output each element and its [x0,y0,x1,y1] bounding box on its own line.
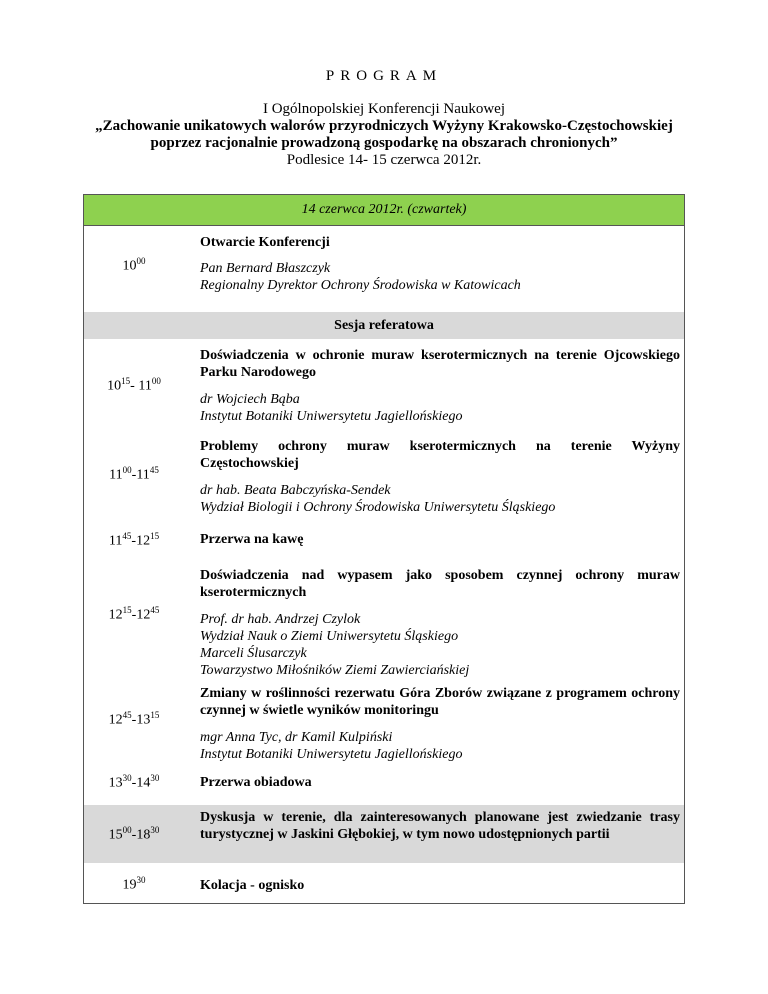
speaker: dr hab. Beata Babczyńska-Sendek [200,483,391,498]
time-cell: $19^{30}$ [122,875,146,893]
item-title: Doświadczenia w ochronie muraw kserotermicznych na terenie Ojcowskiego Parku Narodowego [200,348,680,380]
item-title: Kolacja - ognisko [200,878,305,893]
conference-title-line1: „Zachowanie unikatowych walorów przyrodniczych Wyżyny Krakowsko-Częstochowskiej [95,118,673,134]
item-title: Doświadczenia nad wypasem jako sposobem czynnej ochrony muraw kserotermicznych [200,568,680,600]
affiliation: Wydział Nauk o Ziemi Uniwersytetu Śląskiego [200,629,459,644]
time-cell: $12^{45}-13^{15}$ [108,710,160,728]
content-cell [200,877,680,894]
schedule-row [84,559,684,677]
time-cell: $10^{15}-$ $11^{00}$ [107,376,161,394]
schedule-row [84,805,684,863]
schedule-row [84,677,684,763]
schedule-row [84,519,684,559]
conference-title-line2: poprzez racjonalnie prowadzoną gospodarkę na obszarach chronionych” [150,135,618,151]
schedule-row [84,339,684,427]
session-header: Sesja referatowa [84,312,684,339]
affiliation: Regionalny Dyrektor Ochrony Środowiska w Katowicach [200,278,521,293]
time-cell: $12^{15}-12^{45}$ [108,605,160,623]
time-cell: $11^{00}-11^{45}$ [109,465,159,483]
speaker: Marceli Ślusarczyk [200,646,307,661]
affiliation: Wydział Biologii i Ochrony Środowiska Uniwersytetu Śląskiego [200,500,556,515]
content-cell [200,531,680,548]
schedule-row [84,863,684,903]
item-title: Zmiany w roślinności rezerwatu Góra Zborów związane z programem ochrony czynnej w świetle wyników monitoringu [200,686,680,718]
program-title: PROGRAM [325,68,443,84]
item-title: Przerwa obiadowa [200,775,312,790]
speaker: Pan Bernard Błaszczyk [200,261,331,276]
schedule-table [83,194,685,904]
speaker: mgr Anna Tyc, dr Kamil Kulpiński [200,730,393,745]
content-cell [200,438,680,516]
content-cell [200,567,680,679]
conference-line: I Ogólnopolskiej Konferencji Naukowej [262,101,506,117]
conference-place-date: Podlesice 14- 15 czerwca 2012r. [286,152,482,168]
time-cell: $13^{30}-14^{30}$ [108,773,160,791]
content-cell [200,774,680,791]
time-cell: $11^{45}-12^{15}$ [108,531,160,549]
speaker: dr Wojciech Bąba [200,392,300,407]
schedule-row [84,226,684,312]
speaker: Prof. dr hab. Andrzej Czylok [200,612,361,627]
affiliation: Instytut Botaniki Uniwersytetu Jagiellońskiego [200,409,463,424]
content-cell [200,234,680,294]
content-cell [200,347,680,425]
item-title: Przerwa na kawę [200,532,304,547]
time-cell: $15^{00}-18^{30}$ [108,825,160,843]
item-title: Otwarcie Konferencji [200,235,330,250]
item-title: Dyskusja w terenie, dla zainteresowanych planowane jest zwiedzanie trasy turystycznej w Jaskini Głębokiej, w tym nowo udostępnionych partii [200,810,680,842]
schedule-row [84,763,684,805]
item-title: Problemy ochrony muraw kserotermicznych na terenie Wyżyny Częstochowskiej [200,439,680,471]
content-cell [200,685,680,763]
time-cell: $10^{00}$ [122,256,146,274]
affiliation: Instytut Botaniki Uniwersytetu Jagiellońskiego [200,747,463,762]
day-header: 14 czerwca 2012r. (czwartek) [84,195,684,226]
content-cell [200,809,680,843]
schedule-row [84,427,684,519]
affiliation: Towarzystwo Miłośników Ziemi Zawierciańskiej [200,663,470,678]
